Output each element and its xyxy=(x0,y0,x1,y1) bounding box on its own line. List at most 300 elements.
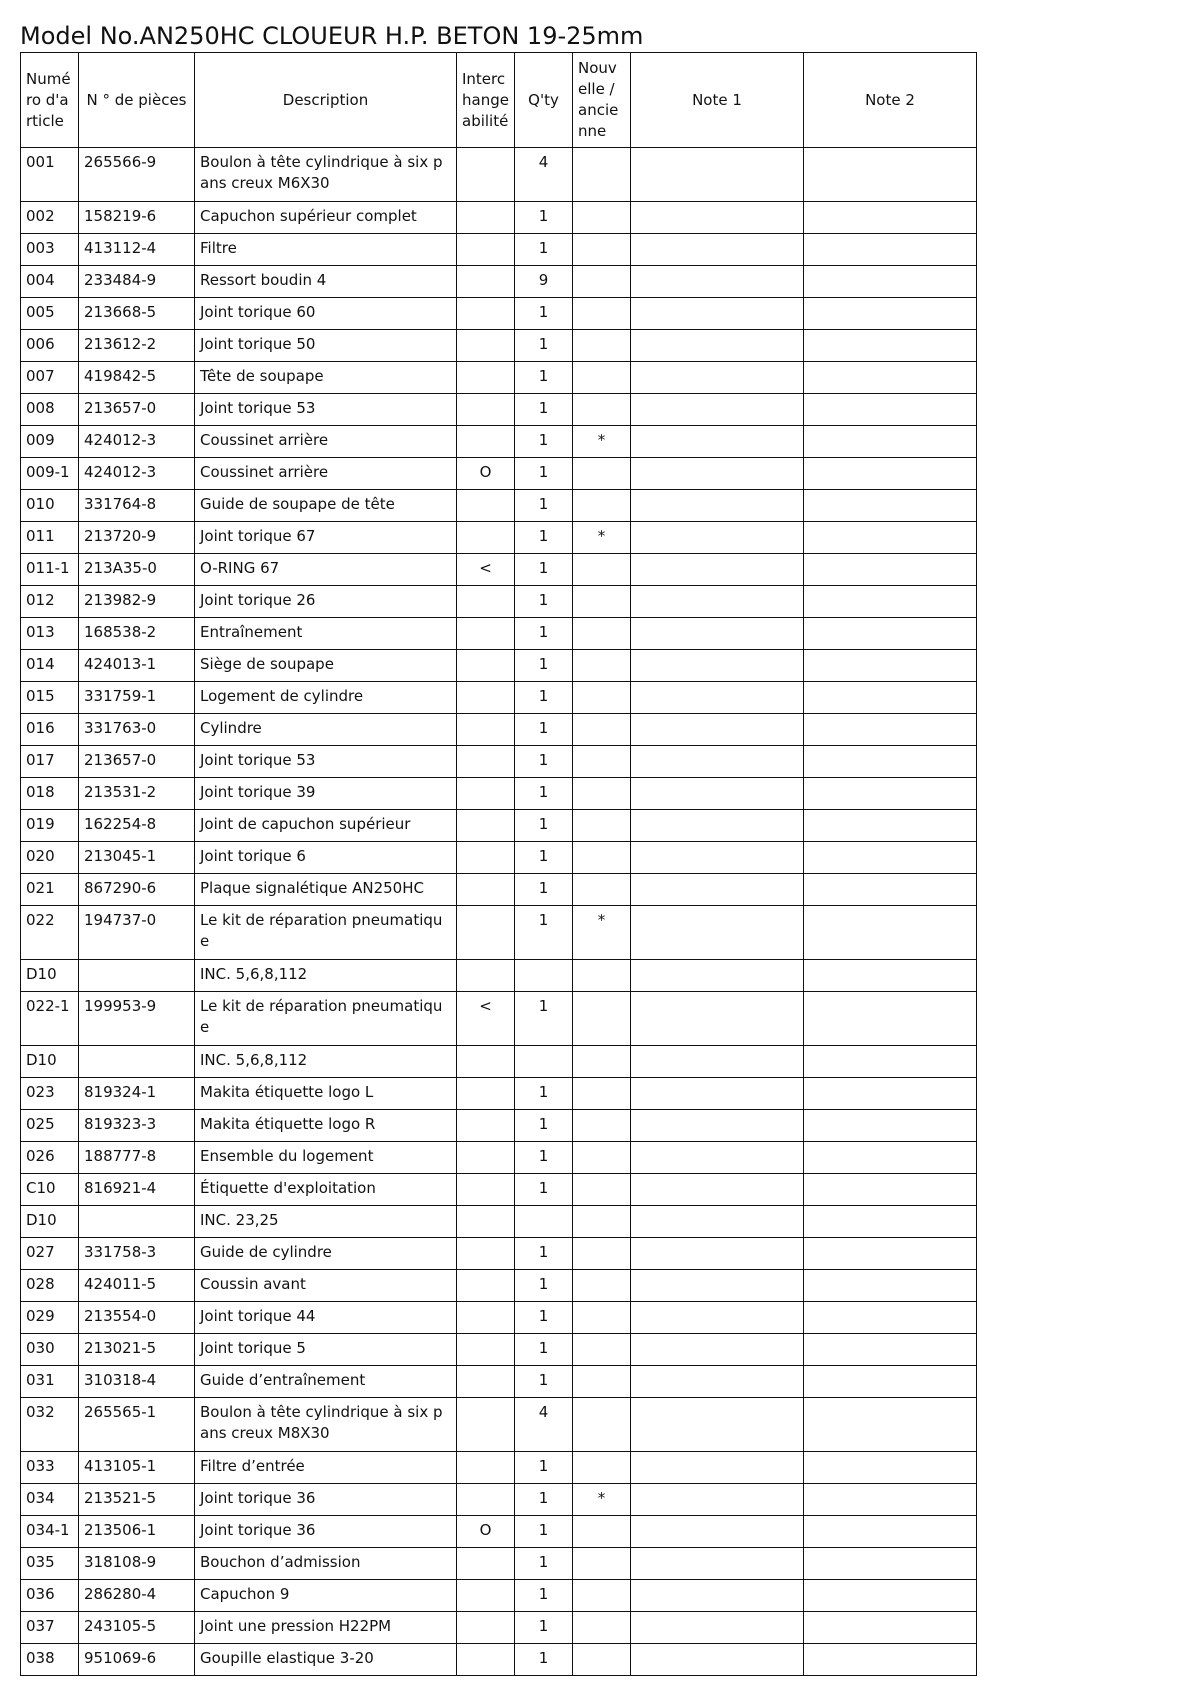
cell-quantity xyxy=(515,1046,573,1078)
cell-item-number: 001 xyxy=(21,148,79,202)
cell-note-2 xyxy=(804,1366,977,1398)
cell-item-number: 037 xyxy=(21,1612,79,1644)
cell-note-1 xyxy=(631,1484,804,1516)
cell-part-number: 213521-5 xyxy=(79,1484,195,1516)
cell-interchangeability xyxy=(457,618,515,650)
cell-quantity: 1 xyxy=(515,1612,573,1644)
cell-quantity: 1 xyxy=(515,1078,573,1110)
cell-item-number: 029 xyxy=(21,1302,79,1334)
cell-note-1 xyxy=(631,490,804,522)
cell-new-old xyxy=(573,1110,631,1142)
table-row xyxy=(21,426,977,458)
cell-note-1 xyxy=(631,906,804,960)
cell-quantity: 4 xyxy=(515,148,573,202)
cell-quantity: 1 xyxy=(515,394,573,426)
cell-note-1 xyxy=(631,1078,804,1110)
cell-description: Étiquette d'exploitation xyxy=(195,1174,457,1206)
cell-note-1 xyxy=(631,458,804,490)
cell-item-number: 023 xyxy=(21,1078,79,1110)
cell-quantity: 1 xyxy=(515,618,573,650)
cell-quantity: 9 xyxy=(515,266,573,298)
cell-new-old xyxy=(573,1398,631,1452)
cell-note-1 xyxy=(631,1046,804,1078)
cell-quantity: 1 xyxy=(515,554,573,586)
table-row xyxy=(21,810,977,842)
cell-note-2 xyxy=(804,1078,977,1110)
cell-quantity: 1 xyxy=(515,362,573,394)
cell-note-1 xyxy=(631,842,804,874)
cell-note-1 xyxy=(631,586,804,618)
cell-item-number: 034-1 xyxy=(21,1516,79,1548)
cell-quantity: 1 xyxy=(515,490,573,522)
cell-note-1 xyxy=(631,1110,804,1142)
cell-description: Joint torique 50 xyxy=(195,330,457,362)
cell-item-number: 007 xyxy=(21,362,79,394)
cell-interchangeability xyxy=(457,586,515,618)
cell-note-1 xyxy=(631,202,804,234)
cell-quantity: 1 xyxy=(515,906,573,960)
cell-description: Makita étiquette logo L xyxy=(195,1078,457,1110)
cell-description: Ensemble du logement xyxy=(195,1142,457,1174)
table-header-row xyxy=(21,53,977,148)
cell-item-number: 015 xyxy=(21,682,79,714)
cell-part-number: 310318-4 xyxy=(79,1366,195,1398)
cell-interchangeability xyxy=(457,1238,515,1270)
cell-quantity: 1 xyxy=(515,778,573,810)
cell-interchangeability xyxy=(457,522,515,554)
table-row xyxy=(21,842,977,874)
table-row xyxy=(21,618,977,650)
cell-item-number: C10 xyxy=(21,1174,79,1206)
cell-description: Joint torique 53 xyxy=(195,394,457,426)
table-row xyxy=(21,1548,977,1580)
cell-interchangeability xyxy=(457,426,515,458)
cell-new-old xyxy=(573,1302,631,1334)
cell-new-old xyxy=(573,1366,631,1398)
cell-part-number: 162254-8 xyxy=(79,810,195,842)
cell-part-number: 819323-3 xyxy=(79,1110,195,1142)
cell-item-number: 036 xyxy=(21,1580,79,1612)
cell-note-1 xyxy=(631,1644,804,1676)
cell-new-old xyxy=(573,554,631,586)
header-description: Description xyxy=(195,53,457,148)
cell-item-number: 006 xyxy=(21,330,79,362)
cell-interchangeability xyxy=(457,330,515,362)
cell-part-number: 867290-6 xyxy=(79,874,195,906)
cell-note-2 xyxy=(804,778,977,810)
cell-quantity: 1 xyxy=(515,992,573,1046)
table-row xyxy=(21,1270,977,1302)
cell-new-old: * xyxy=(573,426,631,458)
cell-item-number: 022-1 xyxy=(21,992,79,1046)
cell-description: INC. 5,6,8,112 xyxy=(195,1046,457,1078)
cell-item-number: 021 xyxy=(21,874,79,906)
cell-item-number: 013 xyxy=(21,618,79,650)
cell-item-number: 004 xyxy=(21,266,79,298)
cell-note-2 xyxy=(804,992,977,1046)
cell-interchangeability xyxy=(457,650,515,682)
cell-quantity: 4 xyxy=(515,1398,573,1452)
cell-interchangeability xyxy=(457,266,515,298)
table-row xyxy=(21,906,977,960)
cell-note-2 xyxy=(804,298,977,330)
cell-new-old xyxy=(573,1580,631,1612)
cell-part-number: 413105-1 xyxy=(79,1452,195,1484)
table-row xyxy=(21,362,977,394)
cell-new-old xyxy=(573,298,631,330)
cell-item-number: 002 xyxy=(21,202,79,234)
cell-new-old xyxy=(573,202,631,234)
header-interchangeability: Interchangeabilité xyxy=(457,53,515,148)
table-row xyxy=(21,1206,977,1238)
cell-note-2 xyxy=(804,1612,977,1644)
cell-interchangeability xyxy=(457,1484,515,1516)
cell-description: Makita étiquette logo R xyxy=(195,1110,457,1142)
table-row xyxy=(21,330,977,362)
cell-item-number: D10 xyxy=(21,1206,79,1238)
cell-note-2 xyxy=(804,714,977,746)
cell-item-number: 005 xyxy=(21,298,79,330)
cell-part-number: 424011-5 xyxy=(79,1270,195,1302)
cell-quantity: 1 xyxy=(515,842,573,874)
cell-note-1 xyxy=(631,234,804,266)
table-row xyxy=(21,746,977,778)
cell-quantity: 1 xyxy=(515,1548,573,1580)
cell-description: Joint torique 67 xyxy=(195,522,457,554)
cell-note-1 xyxy=(631,1548,804,1580)
table-row xyxy=(21,1238,977,1270)
cell-note-2 xyxy=(804,1644,977,1676)
cell-part-number: 213982-9 xyxy=(79,586,195,618)
cell-note-1 xyxy=(631,746,804,778)
cell-item-number: 026 xyxy=(21,1142,79,1174)
cell-description: Joint torique 44 xyxy=(195,1302,457,1334)
cell-note-1 xyxy=(631,1612,804,1644)
cell-quantity: 1 xyxy=(515,746,573,778)
cell-quantity: 1 xyxy=(515,1142,573,1174)
cell-part-number: 213612-2 xyxy=(79,330,195,362)
cell-description: INC. 23,25 xyxy=(195,1206,457,1238)
cell-note-1 xyxy=(631,1142,804,1174)
table-row xyxy=(21,682,977,714)
cell-quantity: 1 xyxy=(515,298,573,330)
cell-new-old xyxy=(573,148,631,202)
cell-new-old xyxy=(573,266,631,298)
cell-note-1 xyxy=(631,992,804,1046)
cell-note-1 xyxy=(631,1270,804,1302)
table-row xyxy=(21,490,977,522)
cell-part-number: 194737-0 xyxy=(79,906,195,960)
cell-note-2 xyxy=(804,960,977,992)
cell-note-1 xyxy=(631,1452,804,1484)
cell-part-number: 213045-1 xyxy=(79,842,195,874)
cell-quantity: 1 xyxy=(515,1644,573,1676)
cell-quantity: 1 xyxy=(515,1110,573,1142)
cell-new-old xyxy=(573,1548,631,1580)
table-row xyxy=(21,148,977,202)
cell-note-2 xyxy=(804,906,977,960)
cell-note-1 xyxy=(631,554,804,586)
cell-note-1 xyxy=(631,682,804,714)
cell-interchangeability xyxy=(457,1302,515,1334)
cell-description: Coussinet arrière xyxy=(195,426,457,458)
cell-interchangeability xyxy=(457,746,515,778)
cell-item-number: 030 xyxy=(21,1334,79,1366)
cell-note-2 xyxy=(804,874,977,906)
cell-quantity: 1 xyxy=(515,1334,573,1366)
cell-new-old: * xyxy=(573,1484,631,1516)
cell-interchangeability xyxy=(457,1366,515,1398)
cell-new-old xyxy=(573,362,631,394)
cell-note-1 xyxy=(631,874,804,906)
cell-item-number: 017 xyxy=(21,746,79,778)
cell-interchangeability xyxy=(457,906,515,960)
table-row xyxy=(21,1644,977,1676)
cell-quantity: 1 xyxy=(515,330,573,362)
cell-item-number: 019 xyxy=(21,810,79,842)
table-row xyxy=(21,394,977,426)
cell-part-number: 213657-0 xyxy=(79,394,195,426)
cell-quantity: 1 xyxy=(515,1238,573,1270)
cell-quantity: 1 xyxy=(515,1452,573,1484)
cell-interchangeability xyxy=(457,202,515,234)
cell-note-1 xyxy=(631,426,804,458)
cell-description: Siège de soupape xyxy=(195,650,457,682)
cell-part-number: 233484-9 xyxy=(79,266,195,298)
parts-table xyxy=(20,52,977,1676)
cell-item-number: 032 xyxy=(21,1398,79,1452)
cell-note-1 xyxy=(631,1206,804,1238)
cell-description: Capuchon supérieur complet xyxy=(195,202,457,234)
cell-note-2 xyxy=(804,650,977,682)
cell-part-number: 424012-3 xyxy=(79,458,195,490)
cell-interchangeability: O xyxy=(457,1516,515,1548)
cell-note-2 xyxy=(804,202,977,234)
table-row xyxy=(21,1334,977,1366)
cell-part-number xyxy=(79,1046,195,1078)
cell-interchangeability xyxy=(457,960,515,992)
cell-item-number: 009-1 xyxy=(21,458,79,490)
cell-part-number: 265566-9 xyxy=(79,148,195,202)
cell-description: Filtre xyxy=(195,234,457,266)
table-row xyxy=(21,1580,977,1612)
cell-part-number xyxy=(79,960,195,992)
table-row xyxy=(21,1046,977,1078)
cell-note-2 xyxy=(804,1110,977,1142)
cell-part-number: 413112-4 xyxy=(79,234,195,266)
cell-part-number: 213531-2 xyxy=(79,778,195,810)
cell-item-number: D10 xyxy=(21,960,79,992)
cell-part-number: 318108-9 xyxy=(79,1548,195,1580)
cell-note-1 xyxy=(631,618,804,650)
cell-note-2 xyxy=(804,1142,977,1174)
cell-description: Filtre d’entrée xyxy=(195,1452,457,1484)
cell-interchangeability xyxy=(457,714,515,746)
cell-note-2 xyxy=(804,1174,977,1206)
cell-quantity: 1 xyxy=(515,1174,573,1206)
cell-part-number: 331759-1 xyxy=(79,682,195,714)
cell-new-old xyxy=(573,1452,631,1484)
cell-description: Cylindre xyxy=(195,714,457,746)
cell-interchangeability xyxy=(457,1270,515,1302)
cell-note-1 xyxy=(631,810,804,842)
table-row xyxy=(21,1110,977,1142)
cell-quantity: 1 xyxy=(515,234,573,266)
cell-new-old xyxy=(573,1644,631,1676)
cell-interchangeability xyxy=(457,1206,515,1238)
cell-note-1 xyxy=(631,522,804,554)
cell-part-number: 213720-9 xyxy=(79,522,195,554)
cell-new-old xyxy=(573,1142,631,1174)
table-row xyxy=(21,1398,977,1452)
cell-note-1 xyxy=(631,394,804,426)
cell-part-number: 331758-3 xyxy=(79,1238,195,1270)
cell-item-number: 038 xyxy=(21,1644,79,1676)
cell-note-2 xyxy=(804,682,977,714)
cell-quantity xyxy=(515,1206,573,1238)
cell-part-number: 951069-6 xyxy=(79,1644,195,1676)
cell-note-2 xyxy=(804,1334,977,1366)
cell-interchangeability xyxy=(457,810,515,842)
cell-part-number: 213657-0 xyxy=(79,746,195,778)
cell-quantity: 1 xyxy=(515,1270,573,1302)
cell-interchangeability xyxy=(457,1174,515,1206)
table-row xyxy=(21,522,977,554)
cell-note-2 xyxy=(804,148,977,202)
cell-part-number: 331764-8 xyxy=(79,490,195,522)
cell-interchangeability xyxy=(457,1612,515,1644)
cell-new-old: * xyxy=(573,522,631,554)
cell-new-old xyxy=(573,682,631,714)
cell-new-old xyxy=(573,1046,631,1078)
cell-description: Joint de capuchon supérieur xyxy=(195,810,457,842)
cell-note-2 xyxy=(804,1270,977,1302)
cell-quantity: 1 xyxy=(515,1580,573,1612)
table-row xyxy=(21,778,977,810)
table-row xyxy=(21,266,977,298)
cell-note-2 xyxy=(804,554,977,586)
cell-quantity: 1 xyxy=(515,714,573,746)
header-new-old: Nouvelle / ancienne xyxy=(573,53,631,148)
cell-item-number: 010 xyxy=(21,490,79,522)
table-row xyxy=(21,1302,977,1334)
cell-interchangeability xyxy=(457,394,515,426)
cell-description: O-RING 67 xyxy=(195,554,457,586)
cell-quantity: 1 xyxy=(515,202,573,234)
cell-quantity: 1 xyxy=(515,586,573,618)
cell-item-number: 022 xyxy=(21,906,79,960)
cell-new-old xyxy=(573,1612,631,1644)
cell-description: Coussin avant xyxy=(195,1270,457,1302)
cell-note-2 xyxy=(804,1452,977,1484)
cell-note-1 xyxy=(631,650,804,682)
table-row xyxy=(21,960,977,992)
cell-note-1 xyxy=(631,1516,804,1548)
table-row xyxy=(21,650,977,682)
cell-note-2 xyxy=(804,842,977,874)
cell-description: Joint torique 36 xyxy=(195,1516,457,1548)
table-row xyxy=(21,1484,977,1516)
cell-note-1 xyxy=(631,778,804,810)
cell-description: Le kit de réparation pneumatique xyxy=(195,992,457,1046)
cell-new-old xyxy=(573,992,631,1046)
cell-description: Bouchon d’admission xyxy=(195,1548,457,1580)
cell-new-old xyxy=(573,394,631,426)
cell-description: INC. 5,6,8,112 xyxy=(195,960,457,992)
cell-interchangeability xyxy=(457,682,515,714)
cell-interchangeability xyxy=(457,1142,515,1174)
cell-item-number: 035 xyxy=(21,1548,79,1580)
cell-quantity: 1 xyxy=(515,810,573,842)
cell-note-1 xyxy=(631,1174,804,1206)
cell-part-number: 213506-1 xyxy=(79,1516,195,1548)
cell-quantity: 1 xyxy=(515,426,573,458)
cell-interchangeability xyxy=(457,778,515,810)
cell-new-old xyxy=(573,960,631,992)
cell-interchangeability xyxy=(457,1452,515,1484)
cell-interchangeability xyxy=(457,1110,515,1142)
cell-interchangeability: O xyxy=(457,458,515,490)
cell-interchangeability xyxy=(457,490,515,522)
cell-note-2 xyxy=(804,490,977,522)
cell-part-number: 286280-4 xyxy=(79,1580,195,1612)
table-row xyxy=(21,874,977,906)
cell-item-number: 033 xyxy=(21,1452,79,1484)
cell-note-2 xyxy=(804,458,977,490)
cell-part-number: 419842-5 xyxy=(79,362,195,394)
cell-note-2 xyxy=(804,1398,977,1452)
table-row xyxy=(21,202,977,234)
cell-part-number: 424013-1 xyxy=(79,650,195,682)
cell-new-old xyxy=(573,1078,631,1110)
table-row xyxy=(21,1366,977,1398)
cell-note-2 xyxy=(804,1046,977,1078)
cell-note-2 xyxy=(804,1516,977,1548)
cell-new-old xyxy=(573,1516,631,1548)
cell-note-1 xyxy=(631,1366,804,1398)
cell-item-number: 018 xyxy=(21,778,79,810)
cell-interchangeability xyxy=(457,234,515,266)
page-title: Model No.AN250HC CLOUEUR H.P. BETON 19-25mm xyxy=(20,22,644,50)
cell-quantity: 1 xyxy=(515,650,573,682)
cell-note-2 xyxy=(804,1238,977,1270)
table-row xyxy=(21,1452,977,1484)
table-row xyxy=(21,1516,977,1548)
cell-description: Joint torique 39 xyxy=(195,778,457,810)
cell-item-number: 016 xyxy=(21,714,79,746)
cell-quantity xyxy=(515,960,573,992)
cell-description: Ressort boudin 4 xyxy=(195,266,457,298)
cell-description: Capuchon 9 xyxy=(195,1580,457,1612)
table-row xyxy=(21,1078,977,1110)
cell-description: Joint torique 5 xyxy=(195,1334,457,1366)
cell-description: Tête de soupape xyxy=(195,362,457,394)
cell-note-2 xyxy=(804,266,977,298)
cell-interchangeability xyxy=(457,148,515,202)
cell-description: Joint torique 60 xyxy=(195,298,457,330)
cell-note-2 xyxy=(804,522,977,554)
cell-part-number: 188777-8 xyxy=(79,1142,195,1174)
cell-new-old xyxy=(573,1270,631,1302)
cell-quantity: 1 xyxy=(515,1302,573,1334)
cell-item-number: 011 xyxy=(21,522,79,554)
cell-part-number: 213668-5 xyxy=(79,298,195,330)
header-note-2: Note 2 xyxy=(804,53,977,148)
cell-part-number: 816921-4 xyxy=(79,1174,195,1206)
cell-part-number: 199953-9 xyxy=(79,992,195,1046)
cell-description: Joint une pression H22PM xyxy=(195,1612,457,1644)
cell-item-number: D10 xyxy=(21,1046,79,1078)
